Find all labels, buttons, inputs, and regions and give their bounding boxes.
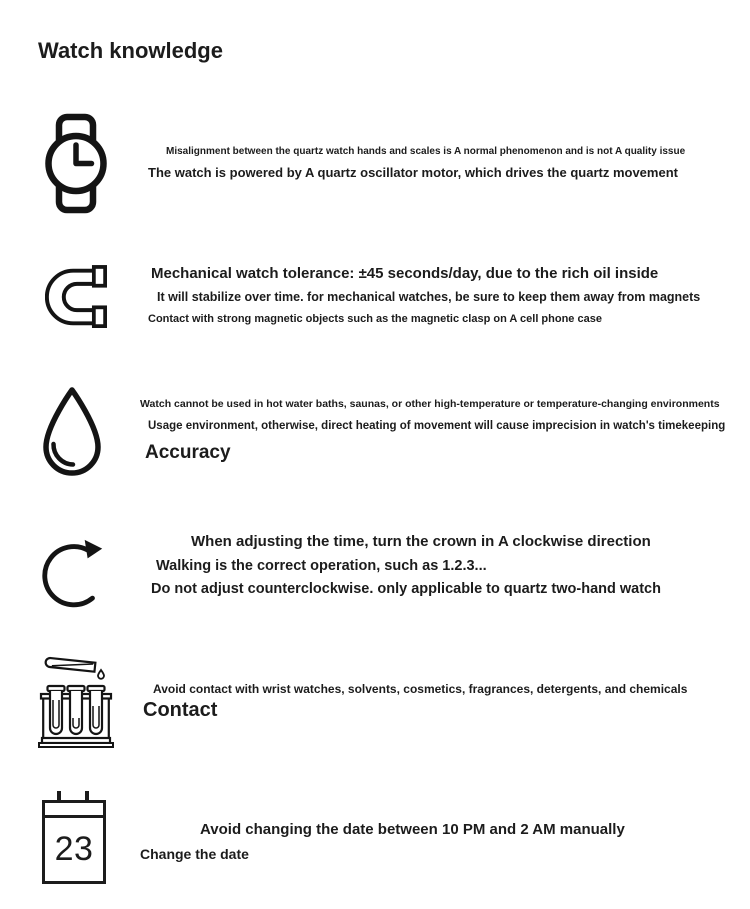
water-usage-note: Usage environment, otherwise, direct heating of movement will cause imprecision in watch's timekeeping bbox=[148, 420, 726, 432]
magnet-icon bbox=[45, 263, 107, 331]
water-environment-note: Watch cannot be used in hot water baths, saunas, or other high-temperature or temperature-changing environments bbox=[140, 398, 720, 410]
calendar-icon bbox=[42, 791, 106, 885]
calendar-day-number: 23 bbox=[54, 830, 94, 868]
clockwise-arrow-icon bbox=[42, 526, 108, 612]
crown-counterclockwise-note: Do not adjust counterclockwise. only applicable to quartz two-hand watch bbox=[151, 581, 661, 597]
magnet-stabilize-note: It will stabilize over time. for mechanical watches, be sure to keep them away from magnets bbox=[157, 290, 701, 304]
date-avoid-heading: Avoid changing the date between 10 PM and 2 AM manually bbox=[200, 821, 625, 838]
crown-clockwise-heading: When adjusting the time, turn the crown in A clockwise direction bbox=[191, 533, 651, 550]
quartz-movement-heading: The watch is powered by A quartz oscillator motor, which drives the quartz movement bbox=[148, 165, 678, 180]
chemicals-avoid-note: Avoid contact with wrist watches, solvents, cosmetics, fragrances, detergents, and chemicals bbox=[153, 682, 688, 696]
calendar-header bbox=[45, 803, 103, 818]
quartz-misalignment-note: Misalignment between the quartz watch hands and scales is A normal phenomenon and is not A quality issue bbox=[166, 146, 686, 157]
magnet-tolerance-heading: Mechanical watch tolerance: ±45 seconds/day, due to the rich oil inside bbox=[151, 265, 659, 282]
magnet-contact-note: Contact with strong magnetic objects such as the magnetic clasp on A cell phone case bbox=[148, 313, 602, 325]
accuracy-heading: Accuracy bbox=[145, 442, 231, 463]
wrist-watch-icon bbox=[45, 112, 107, 215]
calendar-body bbox=[42, 800, 106, 884]
change-date-heading: Change the date bbox=[140, 846, 249, 862]
crown-walking-note: Walking is the correct operation, such as 1.2.3... bbox=[156, 558, 487, 574]
test-tubes-icon bbox=[38, 650, 114, 748]
page-title: Watch knowledge bbox=[38, 38, 223, 63]
water-drop-icon bbox=[40, 385, 104, 480]
contact-heading: Contact bbox=[143, 699, 218, 721]
